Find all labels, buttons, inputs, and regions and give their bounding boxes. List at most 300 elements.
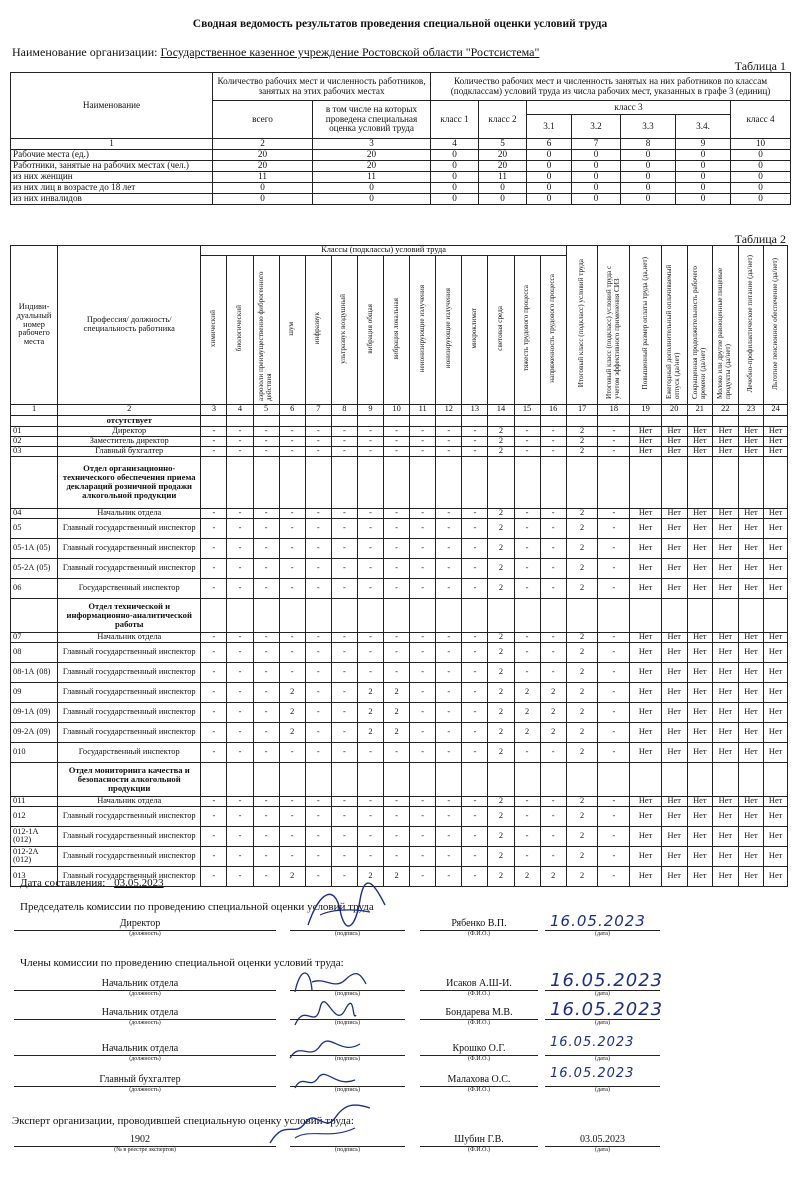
t2-cell: 2	[279, 682, 305, 702]
t2-cell: 2	[488, 538, 514, 558]
t2-cell: -	[357, 446, 383, 456]
t2-cell: -	[540, 558, 566, 578]
t2-cell: Нет	[738, 702, 764, 722]
t1-cell: 0	[621, 194, 676, 205]
t2-cell: -	[305, 742, 331, 762]
t2-cell: Нет	[738, 632, 764, 642]
t2-cell: -	[227, 702, 253, 722]
t2-cell: -	[201, 426, 227, 436]
field-caption: (должность)	[129, 991, 161, 997]
t2-cell: -	[201, 742, 227, 762]
t2-cell: Нет	[764, 722, 788, 742]
t2-cell: -	[201, 806, 227, 826]
t2-cell: Нет	[687, 796, 713, 806]
t2-cell: -	[201, 826, 227, 846]
t2-cell: 2	[566, 846, 598, 866]
t2-cell: Нет	[661, 538, 687, 558]
t2-cell: -	[514, 642, 540, 662]
t1-cell: 0	[527, 150, 572, 161]
t2-cell: Нет	[630, 722, 662, 742]
expert-label: Эксперт организации, проводившей специальную оценку условий труда:	[12, 1115, 354, 1127]
t2-cell: 2	[540, 722, 566, 742]
t2-cell: -	[540, 742, 566, 762]
t2-cell: -	[253, 796, 279, 806]
t2-cell: 2	[357, 866, 383, 886]
t2-cell: -	[253, 578, 279, 598]
t2-cell: -	[357, 578, 383, 598]
t2-header-factor: световая среда	[488, 256, 514, 405]
t2-header-final-class: Итоговый класс (подкласс) условий труда	[566, 246, 598, 405]
t1-cell: 0	[731, 172, 791, 183]
t2-cell: -	[514, 426, 540, 436]
t2-cell: -	[201, 662, 227, 682]
t2-cell: -	[598, 508, 630, 518]
t2-cell: -	[540, 446, 566, 456]
workplace-profession: Главный государственный инспектор	[58, 682, 201, 702]
t2-cell: -	[514, 558, 540, 578]
t2-cell: Нет	[687, 578, 713, 598]
t2-row	[11, 446, 788, 456]
t2-row	[11, 826, 788, 846]
t1-cell: 0	[621, 161, 676, 172]
t2-cell: Нет	[764, 642, 788, 662]
t2-cell: Нет	[687, 866, 713, 886]
t1-cell: 20	[479, 150, 527, 161]
t2-cell: -	[462, 518, 488, 538]
t2-header-factor: инфразвук	[305, 256, 331, 405]
t1-cell: 0	[431, 194, 479, 205]
handwritten-date: 16.05.2023	[550, 1035, 635, 1050]
t2-cell: Нет	[630, 642, 662, 662]
t2-cell: -	[540, 426, 566, 436]
t2-cell: -	[410, 722, 436, 742]
t2-cell: 2	[566, 662, 598, 682]
t2-row	[11, 426, 788, 436]
t2-cell: -	[331, 558, 357, 578]
t2-cell: -	[462, 558, 488, 578]
signer-fio: Шубин Г.В.	[454, 1134, 504, 1145]
t2-cell: -	[201, 702, 227, 722]
t2-cell: -	[514, 518, 540, 538]
t2-cell: -	[410, 578, 436, 598]
field-caption: (дата)	[595, 931, 610, 937]
t2-cell: -	[331, 642, 357, 662]
t2-cell: -	[305, 682, 331, 702]
t1-cell: 20	[213, 161, 313, 172]
t2-cell: Нет	[661, 642, 687, 662]
signer-fio: Бондарева М.В.	[445, 1007, 513, 1018]
t2-header-pension: Льготное пенсионное обеспечение (да/нет)	[764, 246, 788, 405]
t2-cell: 2	[488, 866, 514, 886]
t2-cell: -	[540, 538, 566, 558]
t2-cell: Нет	[630, 632, 662, 642]
workplace-profession: Начальник отдела	[58, 508, 201, 518]
workplace-profession: Директор	[58, 426, 201, 436]
t2-cell: Нет	[764, 578, 788, 598]
t2-cell: -	[598, 518, 630, 538]
t2-cell: -	[201, 722, 227, 742]
t2-cell: 2	[488, 446, 514, 456]
workplace-profession: Начальник отдела	[58, 796, 201, 806]
t2-cell: -	[305, 436, 331, 446]
t2-cell: -	[436, 436, 462, 446]
t2-cell: -	[410, 508, 436, 518]
t1-header-3-4: 3.4.	[676, 115, 731, 139]
t2-cell: -	[598, 446, 630, 456]
t2-cell: -	[462, 682, 488, 702]
t1-cell: 0	[431, 150, 479, 161]
t2-cell: -	[279, 632, 305, 642]
t2-col-number: 20	[661, 404, 687, 415]
t2-cell: -	[331, 518, 357, 538]
t2-cell: 2	[488, 806, 514, 826]
t2-cell: -	[227, 436, 253, 446]
t2-cell: Нет	[713, 796, 739, 806]
t2-cell: -	[357, 538, 383, 558]
t2-header-id: Индиви-дуальный номер рабочего места	[11, 246, 58, 405]
t2-cell: -	[598, 702, 630, 722]
t2-cell: 2	[540, 702, 566, 722]
t1-header-name: Наименование	[11, 73, 213, 139]
t2-cell: 2	[488, 662, 514, 682]
member2-signature	[290, 1000, 360, 1034]
t2-cell: -	[514, 826, 540, 846]
t1-row	[11, 194, 791, 205]
t2-cell: 2	[488, 436, 514, 446]
t2-cell: -	[514, 846, 540, 866]
t2-cell: -	[384, 632, 410, 642]
t2-cell: -	[331, 702, 357, 722]
t2-cell: -	[540, 846, 566, 866]
t2-cell: -	[357, 796, 383, 806]
t2-cell: -	[384, 538, 410, 558]
t2-cell: -	[253, 436, 279, 446]
t2-cell: Нет	[713, 866, 739, 886]
t1-cell: 0	[527, 183, 572, 194]
field-caption: (подпись)	[335, 1087, 360, 1093]
t2-cell: Нет	[738, 642, 764, 662]
t2-cell: -	[279, 426, 305, 436]
t2-cell: 2	[566, 558, 598, 578]
signer-fio: Крошко О.Г.	[452, 1043, 506, 1054]
t2-cell: -	[514, 806, 540, 826]
t2-cell: -	[436, 846, 462, 866]
t2-row	[11, 632, 788, 642]
t2-cell: 2	[488, 508, 514, 518]
t2-cell: Нет	[687, 558, 713, 578]
t1-col-number: 1	[11, 139, 213, 150]
department-name: Отдел организационно-технического обеспечения приема деклараций розничной продажи алкогольной продукции	[58, 456, 201, 508]
t2-cell: -	[357, 518, 383, 538]
t2-cell: Нет	[687, 722, 713, 742]
t2-cell: -	[598, 578, 630, 598]
t2-cell: -	[462, 632, 488, 642]
t2-cell: -	[279, 508, 305, 518]
t2-cell: -	[331, 662, 357, 682]
t2-cell: 2	[540, 682, 566, 702]
t2-cell: Нет	[661, 578, 687, 598]
t2-cell: Нет	[630, 446, 662, 456]
t2-cell: 2	[566, 518, 598, 538]
t2-cell: -	[436, 682, 462, 702]
department-name: Отдел мониторинга качества и безопасности алкогольной продукции	[58, 762, 201, 796]
t2-cell: -	[305, 866, 331, 886]
t2-cell: Нет	[630, 538, 662, 558]
field-caption: (должность)	[129, 1020, 161, 1026]
t2-cell: -	[598, 722, 630, 742]
workplace-id: 04	[11, 508, 58, 518]
t2-cell: -	[201, 538, 227, 558]
signer-position: Директор	[119, 918, 161, 929]
field-caption: (дата)	[595, 1020, 610, 1026]
signer-position: Главный бухгалтер	[99, 1074, 181, 1085]
t2-cell: -	[598, 682, 630, 702]
member4-signature	[290, 1068, 360, 1096]
t2-header-final-class-siz: Итоговый класс (подкласс) условий труда с учетом эффективного применения СИЗ	[598, 246, 630, 405]
t2-header-factor: микроклимат	[462, 256, 488, 405]
t2-cell: -	[305, 642, 331, 662]
field-caption: (Ф.И.О.)	[468, 1087, 490, 1093]
workplace-profession: Главный государственный инспектор	[58, 662, 201, 682]
t2-cell: -	[201, 846, 227, 866]
t1-cell: 0	[621, 172, 676, 183]
t2-cell: Нет	[738, 508, 764, 518]
t2-cell: Нет	[713, 632, 739, 642]
t2-cell: -	[462, 702, 488, 722]
t2-header-pay: Повышенный размер оплаты труда (да,нет)	[630, 246, 662, 405]
t2-cell: 2	[566, 682, 598, 702]
t2-cell: Нет	[630, 558, 662, 578]
t2-header-factor: тяжесть трудового процесса	[514, 256, 540, 405]
t1-cell: 11	[213, 172, 313, 183]
t2-cell: -	[410, 518, 436, 538]
workplace-id: 01	[11, 426, 58, 436]
t2-col-number: 10	[384, 404, 410, 415]
t2-row	[11, 682, 788, 702]
field-caption: (Ф.И.О.)	[468, 1056, 490, 1062]
t2-cell: -	[540, 632, 566, 642]
t2-cell: -	[357, 436, 383, 446]
t2-cell: -	[462, 796, 488, 806]
t2-cell: -	[436, 632, 462, 642]
t1-col-number: 3	[313, 139, 431, 150]
field-caption: (дата)	[595, 1087, 610, 1093]
workplace-profession: Главный государственный инспектор	[58, 558, 201, 578]
t2-cell: Нет	[713, 578, 739, 598]
t2-cell: -	[253, 642, 279, 662]
t2-cell: 2	[384, 702, 410, 722]
t2-header-factor: химический	[201, 256, 227, 405]
t2-col-number: 6	[279, 404, 305, 415]
t2-cell: -	[410, 806, 436, 826]
t2-header-factor: ультразвук воздушный	[331, 256, 357, 405]
t2-cell: 2	[384, 722, 410, 742]
t2-cell: -	[384, 518, 410, 538]
t2-cell: -	[598, 742, 630, 762]
field-caption: (должность)	[129, 1056, 161, 1062]
t2-cell: Нет	[630, 702, 662, 722]
t1-header-3-3: 3.3	[621, 115, 676, 139]
org-label: Наименование организации:	[12, 45, 158, 59]
t2-cell: 2	[488, 578, 514, 598]
t1-header-class2: класс 2	[479, 101, 527, 139]
t2-cell: -	[598, 806, 630, 826]
t1-header-class1: класс 1	[431, 101, 479, 139]
t2-col-number: 5	[253, 404, 279, 415]
t2-cell: 2	[566, 578, 598, 598]
t2-cell: 2	[357, 682, 383, 702]
workplace-id: 011	[11, 796, 58, 806]
t2-cell: -	[253, 632, 279, 642]
t2-cell: -	[540, 642, 566, 662]
t2-cell: Нет	[687, 508, 713, 518]
t2-cell: -	[253, 426, 279, 436]
workplace-id: 08	[11, 642, 58, 662]
t2-cell: Нет	[713, 702, 739, 722]
t2-row	[11, 558, 788, 578]
t2-header-classes: Классы (подклассы) условий труда	[201, 246, 566, 256]
t2-cell: 2	[279, 702, 305, 722]
t1-cell: 0	[676, 194, 731, 205]
t2-cell: -	[384, 642, 410, 662]
t2-cell: 2	[566, 806, 598, 826]
t2-cell: Нет	[661, 446, 687, 456]
t2-cell: -	[462, 578, 488, 598]
t2-cell: -	[462, 722, 488, 742]
t2-col-number: 21	[687, 404, 713, 415]
t2-cell: -	[305, 518, 331, 538]
t1-cell: 0	[527, 161, 572, 172]
workplace-id: 012-2А (012)	[11, 846, 58, 866]
t2-cell: Нет	[661, 722, 687, 742]
t1-col-number: 5	[479, 139, 527, 150]
t1-cell: 0	[572, 150, 621, 161]
workplace-id: 03	[11, 446, 58, 456]
date-line	[20, 877, 164, 889]
t2-col-number: 2	[58, 404, 201, 415]
workplace-profession: Государственный инспектор	[58, 742, 201, 762]
t2-cell: -	[331, 426, 357, 436]
t2-cell: -	[305, 702, 331, 722]
t2-cell: Нет	[630, 826, 662, 846]
t2-cell: -	[227, 826, 253, 846]
t2-cell: Нет	[738, 518, 764, 538]
t2-cell: -	[331, 722, 357, 742]
t2-cell: Нет	[738, 436, 764, 446]
t2-cell: 2	[488, 642, 514, 662]
t2-cell: Нет	[764, 682, 788, 702]
t2-cell: Нет	[687, 742, 713, 762]
t2-cell: Нет	[661, 436, 687, 446]
t2-cell: -	[253, 538, 279, 558]
t2-cell: -	[201, 558, 227, 578]
t2-cell: -	[462, 846, 488, 866]
workplace-profession: Главный государственный инспектор	[58, 806, 201, 826]
field-caption: (Ф.И.О.)	[468, 931, 490, 937]
t2-cell: -	[279, 538, 305, 558]
signer-position: Начальник отдела	[101, 978, 179, 989]
t2-cell: -	[384, 806, 410, 826]
t2-cell: Нет	[713, 722, 739, 742]
t2-cell: Нет	[764, 796, 788, 806]
t2-cell: Нет	[713, 518, 739, 538]
t2-cell: Нет	[738, 806, 764, 826]
table1-caption: Таблица 1	[734, 59, 786, 73]
t2-row	[11, 642, 788, 662]
t2-cell: Нет	[713, 806, 739, 826]
t1-cell: 0	[572, 194, 621, 205]
t1-header-classes: Количество рабочих мест и численность занятых на них работников по классам (подклассам) условий труда из числа рабочих мест, указанных в графе 3 (единиц)	[431, 73, 791, 101]
t2-cell: 2	[566, 742, 598, 762]
t2-cell: -	[357, 662, 383, 682]
t2-cell: -	[279, 662, 305, 682]
field-caption: (Ф.И.О.)	[468, 1020, 490, 1026]
t2-cell: -	[279, 642, 305, 662]
t2-cell: -	[410, 866, 436, 886]
t2-cell: -	[279, 446, 305, 456]
expert-signature	[265, 1098, 375, 1153]
t2-cell: -	[279, 796, 305, 806]
t2-cell: Нет	[687, 436, 713, 446]
t2-header-short-hours: Сокращенная продолжительность рабочего времени (да/нет)	[687, 246, 713, 405]
t1-cell: 0	[621, 183, 676, 194]
signer-fio: Исаков А.Ш-И.	[446, 978, 512, 989]
t1-header-3-2: 3.2	[572, 115, 621, 139]
t2-cell: -	[357, 846, 383, 866]
t2-cell: -	[331, 508, 357, 518]
signer-fio: Рябенко В.П.	[451, 918, 507, 929]
t2-cell: Нет	[661, 426, 687, 436]
t2-cell: -	[384, 742, 410, 762]
t2-cell: -	[253, 702, 279, 722]
t1-cell: 0	[621, 150, 676, 161]
handwritten-date: 16.05.2023	[550, 970, 664, 991]
t2-cell: -	[331, 866, 357, 886]
t2-cell: 2	[488, 826, 514, 846]
t2-col-number: 1	[11, 404, 58, 415]
t1-cell: 0	[431, 172, 479, 183]
t2-cell: -	[436, 446, 462, 456]
t1-cell: 0	[313, 194, 431, 205]
t2-cell: Нет	[713, 538, 739, 558]
t1-cell: 0	[676, 172, 731, 183]
t2-cell: -	[201, 446, 227, 456]
t2-col-number: 8	[331, 404, 357, 415]
t2-cell: Нет	[630, 742, 662, 762]
t2-cell: 2	[566, 642, 598, 662]
workplace-profession: Государственный инспектор	[58, 578, 201, 598]
t2-row	[11, 662, 788, 682]
t2-cell: 2	[488, 426, 514, 436]
t2-header-factor: аэрозоли преимущественно фиброгенного действия	[253, 256, 279, 405]
t2-cell: -	[253, 508, 279, 518]
t2-cell: -	[201, 508, 227, 518]
date-label: Дата составления:	[20, 877, 106, 889]
t1-cell: 11	[479, 172, 527, 183]
t2-cell: -	[462, 508, 488, 518]
t2-header-milk: Молоко или другие равноценные пищевые продукты (да/нет)	[713, 246, 739, 405]
t2-cell: Нет	[738, 538, 764, 558]
workplace-profession: Начальник отдела	[58, 632, 201, 642]
t2-cell: -	[514, 578, 540, 598]
t2-dept-row	[11, 598, 788, 632]
t1-cell: 0	[676, 150, 731, 161]
t2-cell: -	[279, 742, 305, 762]
t2-cell: -	[436, 426, 462, 436]
t1-cell: 0	[731, 150, 791, 161]
t2-cell: -	[462, 538, 488, 558]
t2-cell: -	[305, 722, 331, 742]
